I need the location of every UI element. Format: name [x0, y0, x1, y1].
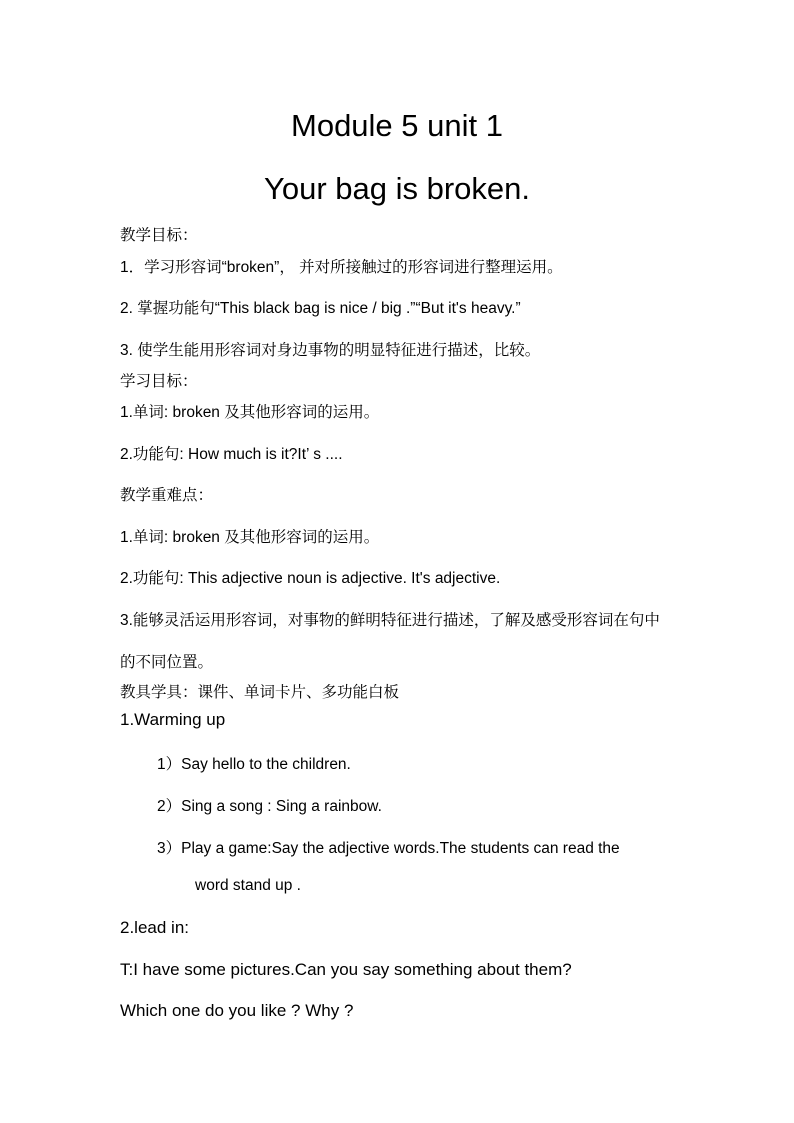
lesson-subtitle: Your bag is broken.: [264, 171, 530, 206]
warming-up-step-2: 2）Sing a song : Sing a rainbow.: [157, 798, 382, 815]
key-points-heading: 教学重难点：: [120, 487, 214, 504]
key-point-2: 2.功能句: This adjective noun is adjective. It's adjective.: [120, 570, 501, 587]
key-point-3-continued: 的不同位置。: [120, 654, 214, 671]
key-point-1: 1.单词: broken 及其他形容词的运用。: [120, 529, 380, 546]
learning-goal-1: 1.单词: broken 及其他形容词的运用。: [120, 404, 380, 421]
learning-goal-2: 2.功能句: How much is it?It’ s ....: [120, 446, 343, 463]
lead-in-line-2: Which one do you like ? Why ?: [120, 1001, 354, 1020]
lead-in-heading: 2.lead in:: [120, 918, 189, 937]
warming-up-step-1: 1）Say hello to the children.: [157, 756, 351, 773]
lead-in-line-1: T:I have some pictures.Can you say something about them?: [120, 960, 572, 979]
learning-goals-heading: 学习目标：: [120, 373, 198, 390]
teaching-goals-heading: 教学目标：: [120, 227, 198, 244]
warming-up-step-3-continued: word stand up .: [195, 877, 301, 894]
teaching-goal-3: 3. 使学生能用形容词对身边事物的明显特征进行描述，比较。: [120, 342, 541, 359]
key-point-3: 3.能够灵活运用形容词，对事物的鲜明特征进行描述，了解及感受形容词在句中: [120, 612, 660, 629]
teaching-goal-2: 2. 掌握功能句“This black bag is nice / big .”“But it's heavy.”: [120, 300, 521, 317]
warming-up-heading: 1.Warming up: [120, 710, 226, 729]
warming-up-step-3: 3）Play a game:Say the adjective words.The students can read the: [157, 840, 620, 857]
teaching-goal-1: 1．学习形容词“broken”， 并对所接触过的形容词进行整理运用。: [120, 259, 563, 276]
lesson-title: Module 5 unit 1: [291, 108, 503, 143]
materials-line: 教具学具：课件、单词卡片、多功能白板: [120, 684, 400, 701]
